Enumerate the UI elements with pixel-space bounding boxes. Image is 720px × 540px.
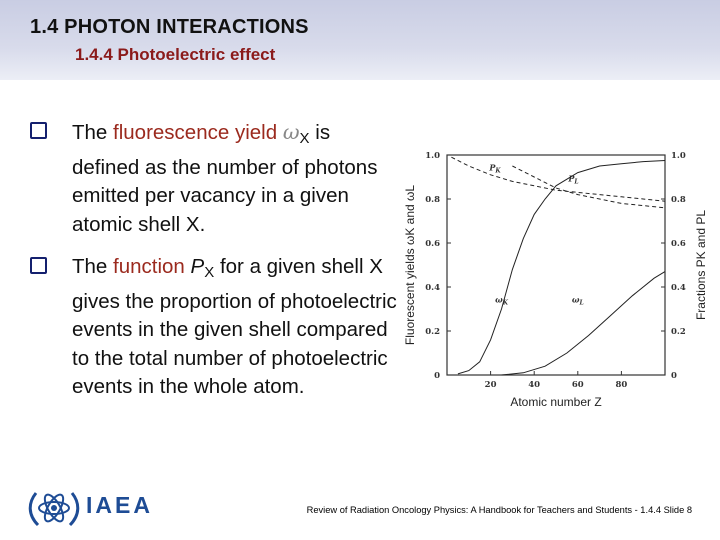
series-line-PK	[451, 157, 665, 201]
x-axis-label: Atomic number Z	[510, 395, 602, 409]
chart-svg	[400, 140, 720, 415]
x-tick-label: 80	[615, 380, 628, 390]
series-label-ωL: $\omega_L$	[571, 294, 584, 307]
series-label-subscript: L	[574, 178, 579, 186]
symbol-p: P	[190, 255, 205, 278]
symbol-omega: ω	[282, 120, 300, 144]
symbol-subscript: X	[204, 264, 215, 281]
term-fluorescence-yield: fluorescence yield	[113, 121, 278, 144]
series-line-PL	[512, 166, 665, 208]
symbol-subscript: X	[299, 130, 310, 147]
y-tick-label-left: 0.6	[425, 239, 440, 249]
slide-header	[0, 0, 720, 80]
bullet-square-icon	[30, 257, 47, 274]
y-tick-label-left: 0	[434, 371, 440, 381]
chart-frame	[447, 155, 665, 375]
series-label-ωK: $\omega_K$	[495, 294, 508, 307]
slide-title: 1.4 PHOTON INTERACTIONS	[30, 16, 309, 38]
slide-subtitle: 1.4.4 Photoelectric effect	[75, 45, 276, 64]
y-tick-label-right: 0.4	[671, 283, 686, 293]
atom-laurel-icon	[26, 483, 82, 531]
bullet-text: The fluorescence yield $\omega_X$ is defined as the number of photons emitted per vacancy in a given atomic shell X.	[72, 120, 378, 236]
series-line-ωK	[458, 161, 665, 374]
y-axis-label-left: Fluorescent yields ωK and ωL	[403, 184, 417, 346]
series-line-ωL	[502, 272, 666, 375]
y-tick-label-right: 0.2	[671, 327, 686, 337]
series-label-subscript: K	[495, 167, 501, 175]
bullet-text: The function $P_X$ for a given shell X gives the proportion of photoelectric events in the given shell compared to the total number of photoelectric events in the whole atom.	[72, 255, 397, 398]
series-label-subscript: L	[579, 299, 584, 307]
term-function: function	[113, 255, 185, 278]
bullet-square-icon	[30, 122, 47, 139]
y-tick-label-left: 0.4	[425, 283, 440, 293]
y-tick-label-right: 0.8	[671, 195, 686, 205]
fluorescence-yield-chart	[400, 140, 720, 415]
y-tick-label-left: 0.8	[425, 195, 440, 205]
series-label-PK: $P_K$	[489, 162, 501, 175]
y-axis-label-right: Fractions PK and PL	[694, 209, 708, 321]
y-tick-label-right: 0	[671, 371, 677, 381]
series-label-PL: $P_L$	[568, 173, 579, 186]
y-tick-label-right: 0.6	[671, 239, 686, 249]
x-tick-label: 60	[571, 380, 584, 390]
x-tick-label: 20	[484, 380, 497, 390]
iaea-logo	[26, 483, 82, 536]
footer-citation: Review of Radiation Oncology Physics: A Handbook for Teachers and Students - 1.4.4 Slide 8	[306, 505, 692, 515]
y-tick-label-left: 1.0	[425, 151, 440, 161]
y-tick-label-left: 0.2	[425, 327, 440, 337]
series-label-subscript: K	[502, 299, 508, 307]
iaea-logo-text: IAEA	[86, 492, 153, 518]
x-tick-label: 40	[528, 380, 541, 390]
y-tick-label-right: 1.0	[671, 151, 686, 161]
